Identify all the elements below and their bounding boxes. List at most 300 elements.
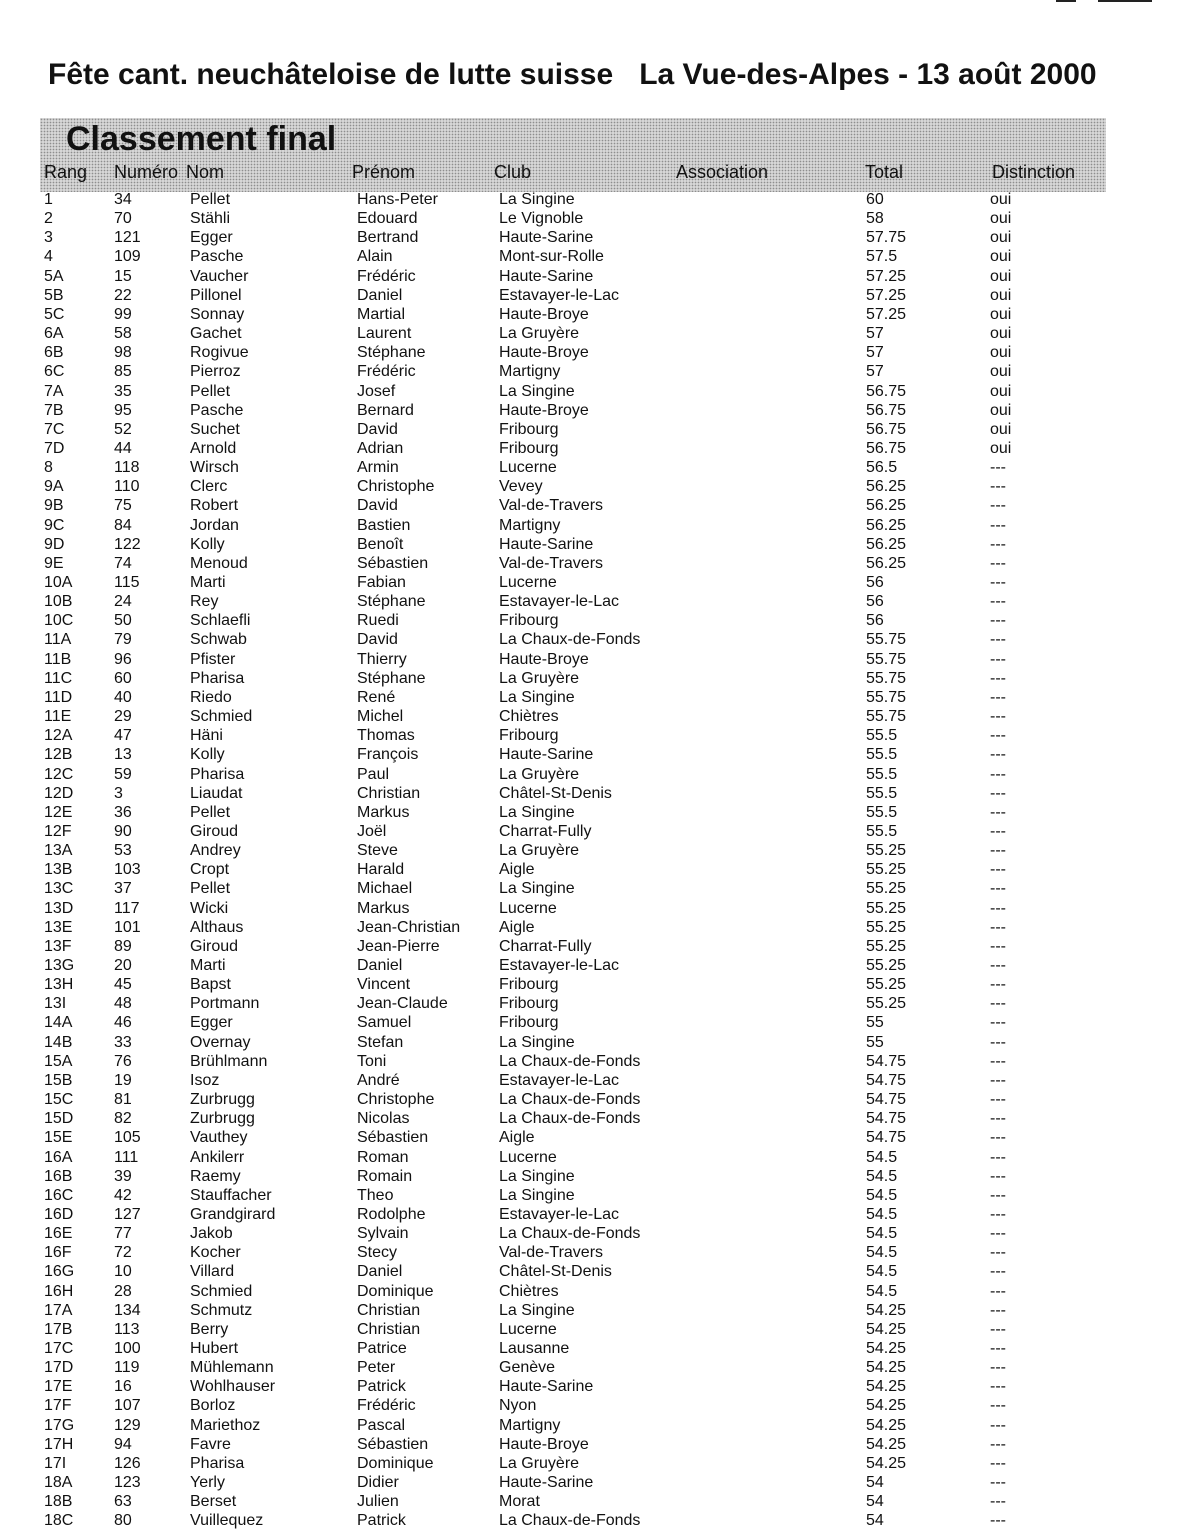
table-row xyxy=(0,707,1181,726)
cell-nom: Robert xyxy=(190,497,239,515)
cell-rang: 13C xyxy=(44,880,74,898)
cell-total: 54.75 xyxy=(866,1129,907,1147)
cell-distinction: oui xyxy=(990,267,1012,285)
cell-total: 56.25 xyxy=(866,478,907,496)
cell-rang: 16H xyxy=(44,1282,74,1300)
cell-distinction: --- xyxy=(990,1110,1006,1128)
cell-distinction: --- xyxy=(990,1454,1006,1472)
cell-total: 54 xyxy=(866,1512,884,1530)
cell-prenom: Christian xyxy=(357,784,421,802)
cell-nom: Kolly xyxy=(190,535,225,553)
cell-distinction: oui xyxy=(990,401,1012,419)
cell-rang: 12B xyxy=(44,746,73,764)
table-row xyxy=(0,1033,1181,1052)
cell-prenom: Daniel xyxy=(357,957,403,974)
cell-total: 56 xyxy=(866,612,884,630)
cell-numero: 99 xyxy=(114,305,132,323)
cell-club: Lausanne xyxy=(499,1340,570,1357)
cell-prenom: Patrick xyxy=(357,1378,406,1396)
cell-prenom: Sébastien xyxy=(357,554,429,572)
table-row xyxy=(0,765,1181,784)
cell-prenom: Theo xyxy=(357,1186,394,1204)
cell-total: 55.75 xyxy=(866,650,907,668)
cell-rang: 10C xyxy=(44,612,74,630)
cell-total: 55.25 xyxy=(866,842,907,860)
table-row xyxy=(0,209,1181,228)
cell-club: La Singine xyxy=(499,1167,575,1185)
cell-rang: 5A xyxy=(44,267,64,285)
cell-club: Haute-Broye xyxy=(499,305,589,323)
cell-nom: Schmied xyxy=(190,1282,253,1300)
cell-prenom: Rodolphe xyxy=(357,1205,426,1223)
cell-numero: 103 xyxy=(114,861,141,879)
cell-nom: Isoz xyxy=(190,1071,220,1089)
cell-rang: 8 xyxy=(44,459,53,477)
cell-rang: 9A xyxy=(44,478,64,496)
cell-distinction: oui xyxy=(990,248,1012,266)
cell-prenom: Sylvain xyxy=(357,1225,409,1243)
cell-distinction: --- xyxy=(990,1474,1006,1492)
cell-distinction: --- xyxy=(990,937,1006,955)
cell-numero: 100 xyxy=(114,1340,141,1357)
cell-nom: Liaudat xyxy=(190,784,243,802)
cell-total: 56.25 xyxy=(866,554,907,572)
cell-club: La Singine xyxy=(499,1301,575,1319)
cell-distinction: --- xyxy=(990,1186,1006,1204)
cell-numero: 126 xyxy=(114,1454,141,1472)
cell-distinction: --- xyxy=(990,1493,1006,1511)
cell-total: 56 xyxy=(866,593,884,611)
cell-prenom: Nicolas xyxy=(357,1110,410,1128)
cell-rang: 16D xyxy=(44,1205,74,1223)
table-row xyxy=(0,420,1181,439)
cell-club: Martigny xyxy=(499,363,561,381)
scan-mark xyxy=(1056,0,1076,2)
cell-rang: 17G xyxy=(44,1416,75,1434)
cell-rang: 17E xyxy=(44,1378,73,1396)
cell-numero: 81 xyxy=(114,1091,132,1109)
cell-prenom: Romain xyxy=(357,1167,413,1185)
cell-rang: 17I xyxy=(44,1454,67,1472)
cell-prenom: Roman xyxy=(357,1148,409,1166)
cell-distinction: oui xyxy=(990,344,1012,362)
table-row xyxy=(0,343,1181,362)
cell-total: 56.25 xyxy=(866,497,907,515)
table-row xyxy=(0,726,1181,745)
table-row xyxy=(0,1205,1181,1224)
cell-total: 57.25 xyxy=(866,286,907,304)
table-row xyxy=(0,1511,1181,1530)
cell-distinction: --- xyxy=(990,1052,1006,1070)
table-row xyxy=(0,1167,1181,1186)
table-row xyxy=(0,1148,1181,1167)
cell-numero: 127 xyxy=(114,1205,141,1223)
cell-total: 54.5 xyxy=(866,1205,898,1223)
cell-distinction: --- xyxy=(990,516,1006,534)
cell-distinction: --- xyxy=(990,1397,1006,1415)
cell-numero: 109 xyxy=(114,248,141,266)
table-row xyxy=(0,477,1181,496)
cell-nom: Marti xyxy=(190,957,226,974)
cell-total: 54.25 xyxy=(866,1454,907,1472)
cell-numero: 75 xyxy=(114,497,132,515)
cell-prenom: Christophe xyxy=(357,1091,435,1109)
cell-rang: 3 xyxy=(44,229,53,247)
header-numero: Numéro xyxy=(114,162,179,182)
cell-numero: 107 xyxy=(114,1397,141,1415)
cell-numero: 72 xyxy=(114,1244,132,1262)
cell-numero: 50 xyxy=(114,612,132,630)
cell-rang: 16A xyxy=(44,1148,73,1166)
table-row xyxy=(0,841,1181,860)
table-row xyxy=(0,228,1181,247)
cell-prenom: Stéphane xyxy=(357,344,426,362)
cell-numero: 22 xyxy=(114,286,132,304)
cell-club: Val-de-Travers xyxy=(499,1244,604,1262)
cell-prenom: Toni xyxy=(357,1052,387,1070)
cell-rang: 13F xyxy=(44,937,72,955)
cell-total: 55.5 xyxy=(866,746,898,764)
table-row xyxy=(0,324,1181,343)
cell-prenom: Samuel xyxy=(357,1014,412,1032)
cell-rang: 13I xyxy=(44,995,67,1013)
cell-nom: Wohlhauser xyxy=(190,1378,276,1396)
cell-distinction: oui xyxy=(990,191,1012,208)
cell-total: 55.5 xyxy=(866,822,898,840)
header-total: Total xyxy=(865,162,904,182)
cell-nom: Häni xyxy=(190,727,223,745)
cell-total: 54.25 xyxy=(866,1435,907,1453)
cell-distinction: --- xyxy=(990,1014,1006,1032)
header-association: Association xyxy=(676,162,769,182)
cell-rang: 13B xyxy=(44,861,73,879)
cell-rang: 17H xyxy=(44,1435,74,1453)
cell-total: 56.25 xyxy=(866,516,907,534)
table-row xyxy=(0,267,1181,286)
cell-nom: Vaucher xyxy=(190,267,249,285)
cell-prenom: Christian xyxy=(357,1301,421,1319)
cell-prenom: Sébastien xyxy=(357,1129,429,1147)
cell-rang: 17A xyxy=(44,1301,73,1319)
cell-rang: 9B xyxy=(44,497,64,515)
cell-rang: 6A xyxy=(44,325,64,343)
cell-rang: 16F xyxy=(44,1244,72,1262)
cell-club: Martigny xyxy=(499,1416,561,1434)
cell-total: 54.25 xyxy=(866,1320,907,1338)
table-row xyxy=(0,975,1181,994)
cell-numero: 80 xyxy=(114,1512,132,1530)
cell-numero: 117 xyxy=(114,899,140,917)
cell-nom: Menoud xyxy=(190,554,248,572)
cell-rang: 12D xyxy=(44,784,74,802)
cell-nom: Jakob xyxy=(190,1225,233,1243)
cell-club: La Singine xyxy=(499,688,575,706)
cell-rang: 16B xyxy=(44,1167,73,1185)
cell-nom: Pillonel xyxy=(190,286,242,304)
cell-nom: Arnold xyxy=(190,439,237,457)
table-row xyxy=(0,1454,1181,1473)
cell-prenom: Markus xyxy=(357,899,410,917)
cell-club: Fribourg xyxy=(499,612,559,630)
cell-distinction: --- xyxy=(990,1205,1006,1223)
cell-distinction: --- xyxy=(990,1225,1006,1243)
cell-nom: Suchet xyxy=(190,420,240,438)
cell-nom: Andrey xyxy=(190,842,241,860)
cell-club: Estavayer-le-Lac xyxy=(499,593,620,611)
cell-club: Haute-Sarine xyxy=(499,746,594,764)
cell-nom: Ankilerr xyxy=(190,1148,245,1166)
cell-nom: Marti xyxy=(190,574,226,591)
cell-nom: Jordan xyxy=(190,516,239,534)
cell-prenom: Thierry xyxy=(357,650,407,668)
cell-numero: 82 xyxy=(114,1110,132,1128)
cell-prenom: Adrian xyxy=(357,439,404,457)
cell-prenom: Stéphane xyxy=(357,669,426,687)
cell-club: Le Vignoble xyxy=(499,210,584,228)
table-row xyxy=(0,1282,1181,1301)
cell-distinction: --- xyxy=(990,861,1006,879)
cell-nom: Gachet xyxy=(190,325,242,343)
table-row xyxy=(0,669,1181,688)
cell-club: La Chaux-de-Fonds xyxy=(499,1110,641,1128)
cell-distinction: --- xyxy=(990,669,1006,687)
table-row xyxy=(0,382,1181,401)
cell-nom: Schlaefli xyxy=(190,612,251,630)
cell-rang: 14B xyxy=(44,1033,73,1051)
cell-total: 57.75 xyxy=(866,229,907,247)
cell-total: 54.25 xyxy=(866,1301,907,1319)
cell-distinction: --- xyxy=(990,1263,1006,1281)
cell-rang: 11E xyxy=(44,708,72,726)
cell-rang: 15C xyxy=(44,1091,74,1109)
cell-numero: 79 xyxy=(114,631,132,649)
cell-total: 55 xyxy=(866,1033,884,1051)
cell-nom: Mühlemann xyxy=(190,1359,274,1377)
cell-nom: Pellet xyxy=(190,191,231,208)
cell-club: Chiètres xyxy=(499,1282,559,1300)
cell-nom: Wirsch xyxy=(190,459,239,477)
cell-club: Haute-Broye xyxy=(499,344,589,362)
cell-total: 56.25 xyxy=(866,535,907,553)
cell-numero: 13 xyxy=(114,746,132,764)
cell-prenom: Daniel xyxy=(357,1263,403,1281)
cell-distinction: --- xyxy=(990,1301,1006,1319)
cell-total: 54.75 xyxy=(866,1110,907,1128)
cell-total: 55.5 xyxy=(866,727,898,745)
cell-distinction: --- xyxy=(990,574,1006,591)
cell-numero: 85 xyxy=(114,363,132,381)
cell-club: Charrat-Fully xyxy=(499,937,592,955)
cell-prenom: Julien xyxy=(357,1493,399,1511)
cell-nom: Grandgirard xyxy=(190,1205,276,1223)
cell-prenom: Dominique xyxy=(357,1454,434,1472)
cell-prenom: René xyxy=(357,688,396,706)
cell-total: 57.25 xyxy=(866,267,907,285)
cell-distinction: --- xyxy=(990,1148,1006,1166)
cell-numero: 3 xyxy=(114,784,123,802)
cell-rang: 15A xyxy=(44,1052,73,1070)
cell-distinction: oui xyxy=(990,229,1012,247)
cell-club: La Chaux-de-Fonds xyxy=(499,1052,641,1070)
cell-club: La Chaux-de-Fonds xyxy=(499,1091,641,1109)
cell-numero: 46 xyxy=(114,1014,132,1032)
cell-total: 58 xyxy=(866,210,884,228)
table-row xyxy=(0,1071,1181,1090)
cell-total: 57 xyxy=(866,325,884,343)
cell-rang: 6B xyxy=(44,344,64,362)
table-row xyxy=(0,1396,1181,1415)
cell-total: 55.5 xyxy=(866,803,898,821)
table-row xyxy=(0,1243,1181,1262)
cell-rang: 18C xyxy=(44,1512,74,1530)
cell-club: Châtel-St-Denis xyxy=(499,1263,612,1281)
table-row xyxy=(0,496,1181,515)
cell-numero: 44 xyxy=(114,439,132,457)
cell-total: 56.75 xyxy=(866,420,907,438)
cell-club: Haute-Broye xyxy=(499,1435,589,1453)
cell-rang: 7A xyxy=(44,382,64,400)
cell-numero: 19 xyxy=(114,1071,132,1089)
cell-club: Lucerne xyxy=(499,1148,557,1166)
page-title xyxy=(48,58,1158,92)
cell-prenom: Stéphane xyxy=(357,593,426,611)
cell-rang: 11B xyxy=(44,650,72,668)
cell-club: Haute-Sarine xyxy=(499,229,594,247)
cell-numero: 122 xyxy=(114,535,141,553)
scan-mark xyxy=(1098,0,1152,2)
cell-total: 54.25 xyxy=(866,1378,907,1396)
cell-club: Aigle xyxy=(499,861,535,879)
cell-nom: Pasche xyxy=(190,248,244,266)
event-place-date: La Vue-des-Alpes - 13 août 2000 xyxy=(639,58,1097,91)
cell-nom: Pharisa xyxy=(190,669,245,687)
cell-nom: Cropt xyxy=(190,861,230,879)
cell-numero: 53 xyxy=(114,842,132,860)
cell-total: 55 xyxy=(866,1014,884,1032)
table-row xyxy=(0,516,1181,535)
cell-club: Lucerne xyxy=(499,459,557,477)
cell-rang: 11D xyxy=(44,688,73,706)
cell-prenom: Paul xyxy=(357,765,390,783)
cell-numero: 94 xyxy=(114,1435,132,1453)
cell-distinction: oui xyxy=(990,420,1012,438)
cell-club: Estavayer-le-Lac xyxy=(499,1071,620,1089)
event-name: Fête cant. neuchâteloise de lutte suisse xyxy=(48,58,614,91)
cell-club: La Gruyère xyxy=(499,1454,580,1472)
cell-nom: Villard xyxy=(190,1263,235,1281)
cell-prenom: Ruedi xyxy=(357,612,399,630)
cell-club: Estavayer-le-Lac xyxy=(499,957,620,974)
cell-numero: 58 xyxy=(114,325,132,343)
cell-club: Vevey xyxy=(499,478,543,496)
cell-club: Haute-Sarine xyxy=(499,535,594,553)
table-row xyxy=(0,1128,1181,1147)
cell-nom: Riedo xyxy=(190,688,232,706)
cell-rang: 15B xyxy=(44,1071,73,1089)
cell-club: La Singine xyxy=(499,191,575,208)
cell-total: 56.75 xyxy=(866,401,907,419)
cell-rang: 15E xyxy=(44,1129,73,1147)
cell-club: Châtel-St-Denis xyxy=(499,784,612,802)
cell-distinction: oui xyxy=(990,305,1012,323)
cell-rang: 2 xyxy=(44,210,53,228)
cell-numero: 45 xyxy=(114,976,132,994)
cell-prenom: Steve xyxy=(357,842,398,860)
cell-total: 55.75 xyxy=(866,669,907,687)
cell-club: Fribourg xyxy=(499,727,559,745)
cell-numero: 40 xyxy=(114,688,132,706)
cell-numero: 98 xyxy=(114,344,132,362)
cell-distinction: --- xyxy=(990,1340,1006,1357)
cell-total: 54.5 xyxy=(866,1263,898,1281)
cell-rang: 16G xyxy=(44,1263,75,1281)
cell-numero: 101 xyxy=(114,918,141,936)
cell-club: Lucerne xyxy=(499,1320,557,1338)
cell-prenom: François xyxy=(357,746,419,764)
table-row xyxy=(0,1358,1181,1377)
cell-distinction: --- xyxy=(990,631,1006,649)
table-row xyxy=(0,554,1181,573)
cell-distinction: --- xyxy=(990,497,1006,515)
cell-nom: Vuillequez xyxy=(190,1512,264,1530)
cell-numero: 95 xyxy=(114,401,132,419)
cell-prenom: Patrick xyxy=(357,1512,406,1530)
cell-nom: Rogivue xyxy=(190,344,249,362)
cell-prenom: Benoît xyxy=(357,535,404,553)
cell-club: La Singine xyxy=(499,880,575,898)
cell-nom: Stähli xyxy=(190,210,231,228)
cell-distinction: --- xyxy=(990,1359,1006,1377)
cell-prenom: David xyxy=(357,420,398,438)
cell-total: 54.5 xyxy=(866,1244,898,1262)
cell-numero: 29 xyxy=(114,708,132,726)
cell-nom: Portmann xyxy=(190,995,260,1013)
cell-prenom: Michael xyxy=(357,880,413,898)
cell-nom: Pierroz xyxy=(190,363,241,381)
cell-total: 55.5 xyxy=(866,765,898,783)
cell-total: 56.75 xyxy=(866,382,907,400)
cell-distinction: --- xyxy=(990,1435,1006,1453)
cell-numero: 129 xyxy=(114,1416,141,1434)
cell-numero: 84 xyxy=(114,516,132,534)
cell-total: 54.5 xyxy=(866,1282,898,1300)
cell-numero: 36 xyxy=(114,803,132,821)
cell-prenom: Daniel xyxy=(357,286,403,304)
cell-club: Fribourg xyxy=(499,420,559,438)
cell-club: La Singine xyxy=(499,803,575,821)
cell-prenom: Dominique xyxy=(357,1282,434,1300)
cell-prenom: Patrice xyxy=(357,1340,407,1357)
cell-distinction: oui xyxy=(990,325,1012,343)
cell-total: 54.25 xyxy=(866,1397,907,1415)
cell-total: 54.5 xyxy=(866,1186,898,1204)
cell-club: Fribourg xyxy=(499,1014,559,1032)
cell-nom: Zurbrugg xyxy=(190,1091,255,1109)
cell-numero: 119 xyxy=(114,1359,140,1377)
table-row xyxy=(0,879,1181,898)
cell-rang: 9C xyxy=(44,516,65,534)
header-rang: Rang xyxy=(44,162,88,182)
cell-total: 55.25 xyxy=(866,995,907,1013)
cell-rang: 5C xyxy=(44,305,65,323)
cell-distinction: oui xyxy=(990,382,1012,400)
cell-nom: Wicki xyxy=(190,899,229,917)
cell-numero: 48 xyxy=(114,995,132,1013)
cell-club: La Chaux-de-Fonds xyxy=(499,1512,641,1530)
cell-prenom: Martial xyxy=(357,305,406,323)
cell-numero: 89 xyxy=(114,937,132,955)
table-row xyxy=(0,611,1181,630)
